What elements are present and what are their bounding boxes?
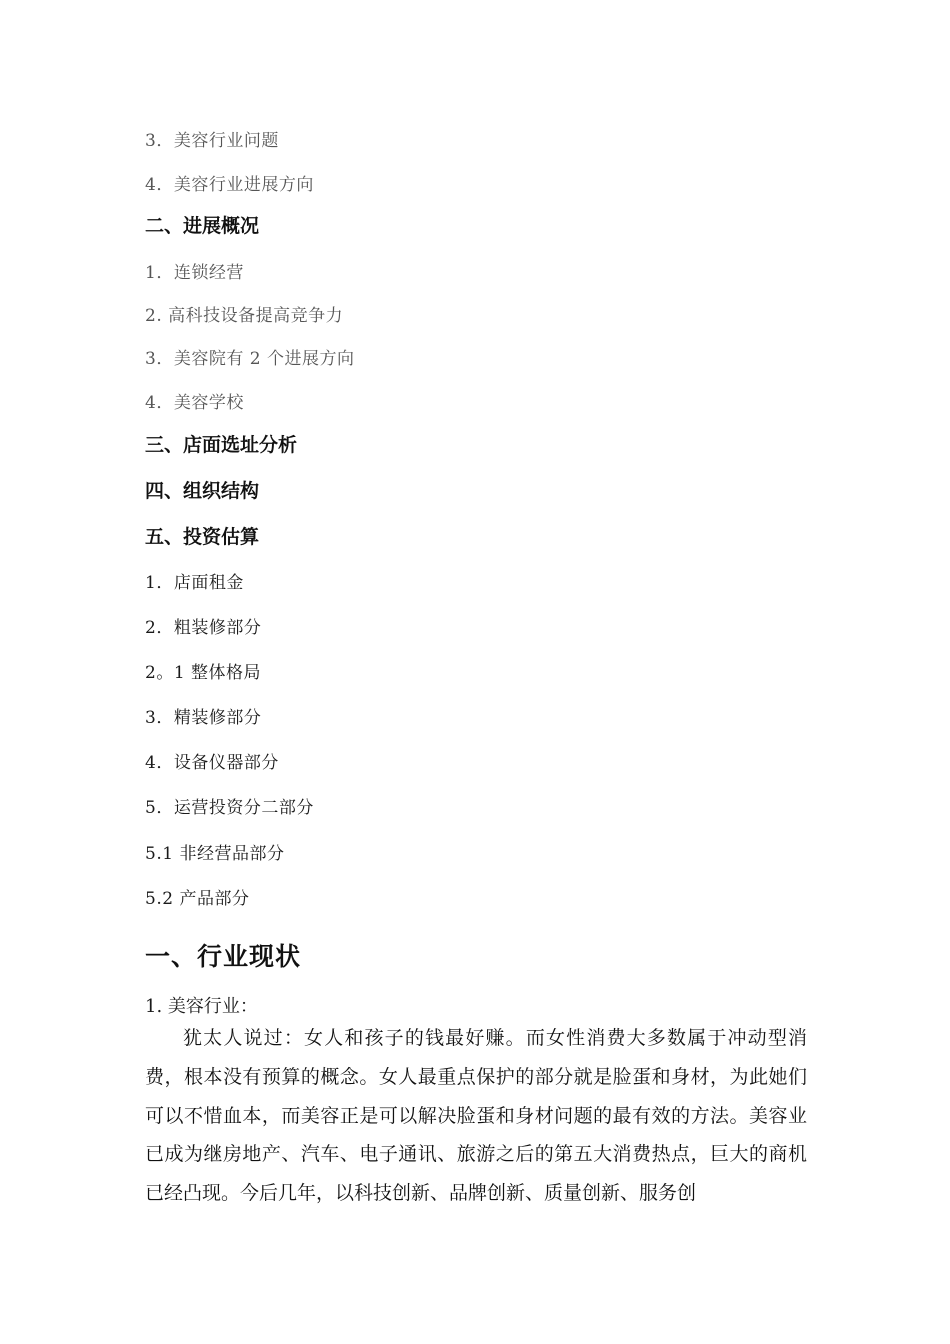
toc-item-rent: 1．店面租金: [145, 573, 244, 593]
toc-item-salon-directions: 3．美容院有 2 个进展方向: [145, 349, 355, 369]
toc-item-non-operating-goods: 5.1 非经营品部分: [145, 844, 285, 864]
toc-heading-investment: 五、投资估算: [145, 526, 260, 548]
toc-item-rough-decoration: 2．粗装修部分: [145, 618, 262, 638]
body-paragraph: 犹太人说过：女人和孩子的钱最好赚。而女性消费大多数属于冲动型消费，根本没有预算的概念。女人最重点保护的部分就是脸蛋和身材，为此她们可以不惜血本，而美容正是可以解决脸蛋和身材问题的最有效的方法。美容业已成为继房地产、汽车、电子通讯、旅游之后的第五大消费热点，巨大的商机已经凸现。今后几年，以科技创新、品牌创新、质量创新、服务创: [145, 1027, 807, 1205]
toc-item-equipment: 4．设备仪器部分: [145, 753, 279, 773]
toc-heading-development: 二、进展概况: [145, 215, 260, 237]
toc-item-operating-investment: 5．运营投资分二部分: [145, 798, 314, 818]
toc-heading-site-selection: 三、店面选址分析: [145, 434, 298, 456]
toc-item-chain-operation: 1．连锁经营: [145, 263, 244, 283]
section-title: 一、行业现状: [145, 942, 302, 971]
toc-item-overall-layout: 2。1 整体格局: [145, 663, 262, 683]
toc-item-fine-decoration: 3．精装修部分: [145, 708, 262, 728]
toc-item-high-tech-equipment: 2. 高科技设备提高竞争力: [145, 306, 344, 326]
toc-item-beauty-school: 4．美容学校: [145, 393, 244, 413]
toc-item-industry-problems: 3．美容行业问题: [145, 131, 279, 151]
toc-item-industry-direction: 4．美容行业进展方向: [145, 175, 314, 195]
subheading-beauty-industry: 1. 美容行业：: [145, 996, 258, 1017]
toc-item-products: 5.2 产品部分: [145, 889, 250, 909]
toc-heading-organization: 四、组织结构: [145, 480, 260, 502]
